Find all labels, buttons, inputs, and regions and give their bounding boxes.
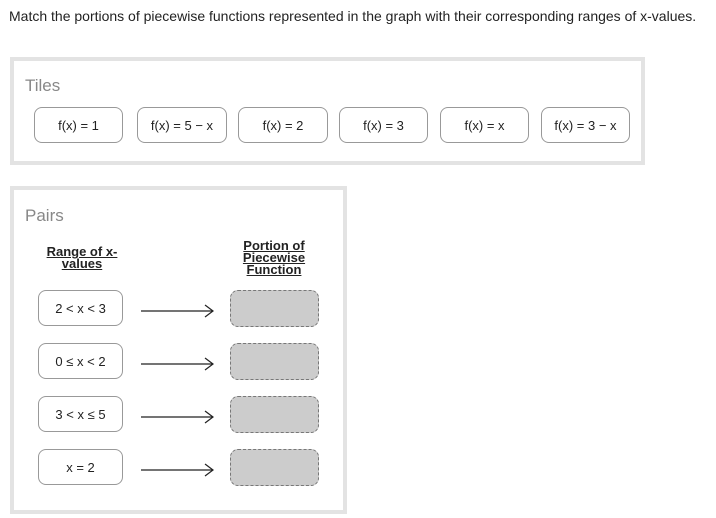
portion-column-header: Portion of Piecewise Function bbox=[242, 238, 306, 277]
pairs-panel bbox=[10, 186, 347, 514]
tile-f-equals-1[interactable]: f(x) = 1 bbox=[34, 107, 123, 143]
range-x-equals-2: x = 2 bbox=[38, 449, 123, 485]
tile-f-equals-3[interactable]: f(x) = 3 bbox=[339, 107, 428, 143]
right-arrow-icon bbox=[141, 304, 215, 318]
tile-f-equals-x[interactable]: f(x) = x bbox=[440, 107, 529, 143]
right-arrow-icon bbox=[141, 410, 215, 424]
right-arrow-icon bbox=[141, 357, 215, 371]
tiles-title: Tiles bbox=[25, 76, 61, 95]
range-column-header: Range of x-values bbox=[46, 244, 118, 271]
tile-f-equals-3-minus-x[interactable]: f(x) = 3 − x bbox=[541, 107, 630, 143]
range-3-lt-x-le-5: 3 < x ≤ 5 bbox=[38, 396, 123, 432]
instruction-text: Match the portions of piecewise functions represented in the graph with their corresponding ranges of x-values. bbox=[9, 8, 697, 24]
range-2-lt-x-lt-3: 2 < x < 3 bbox=[38, 290, 123, 326]
drop-zone-3[interactable] bbox=[230, 396, 319, 433]
tile-f-equals-5-minus-x[interactable]: f(x) = 5 − x bbox=[137, 107, 227, 143]
tiles-panel bbox=[10, 57, 645, 165]
tile-f-equals-2[interactable]: f(x) = 2 bbox=[238, 107, 328, 143]
pairs-title: Pairs bbox=[25, 206, 64, 225]
right-arrow-icon bbox=[141, 463, 215, 477]
drop-zone-4[interactable] bbox=[230, 449, 319, 486]
range-0-le-x-lt-2: 0 ≤ x < 2 bbox=[38, 343, 123, 379]
drop-zone-1[interactable] bbox=[230, 290, 319, 327]
drop-zone-2[interactable] bbox=[230, 343, 319, 380]
